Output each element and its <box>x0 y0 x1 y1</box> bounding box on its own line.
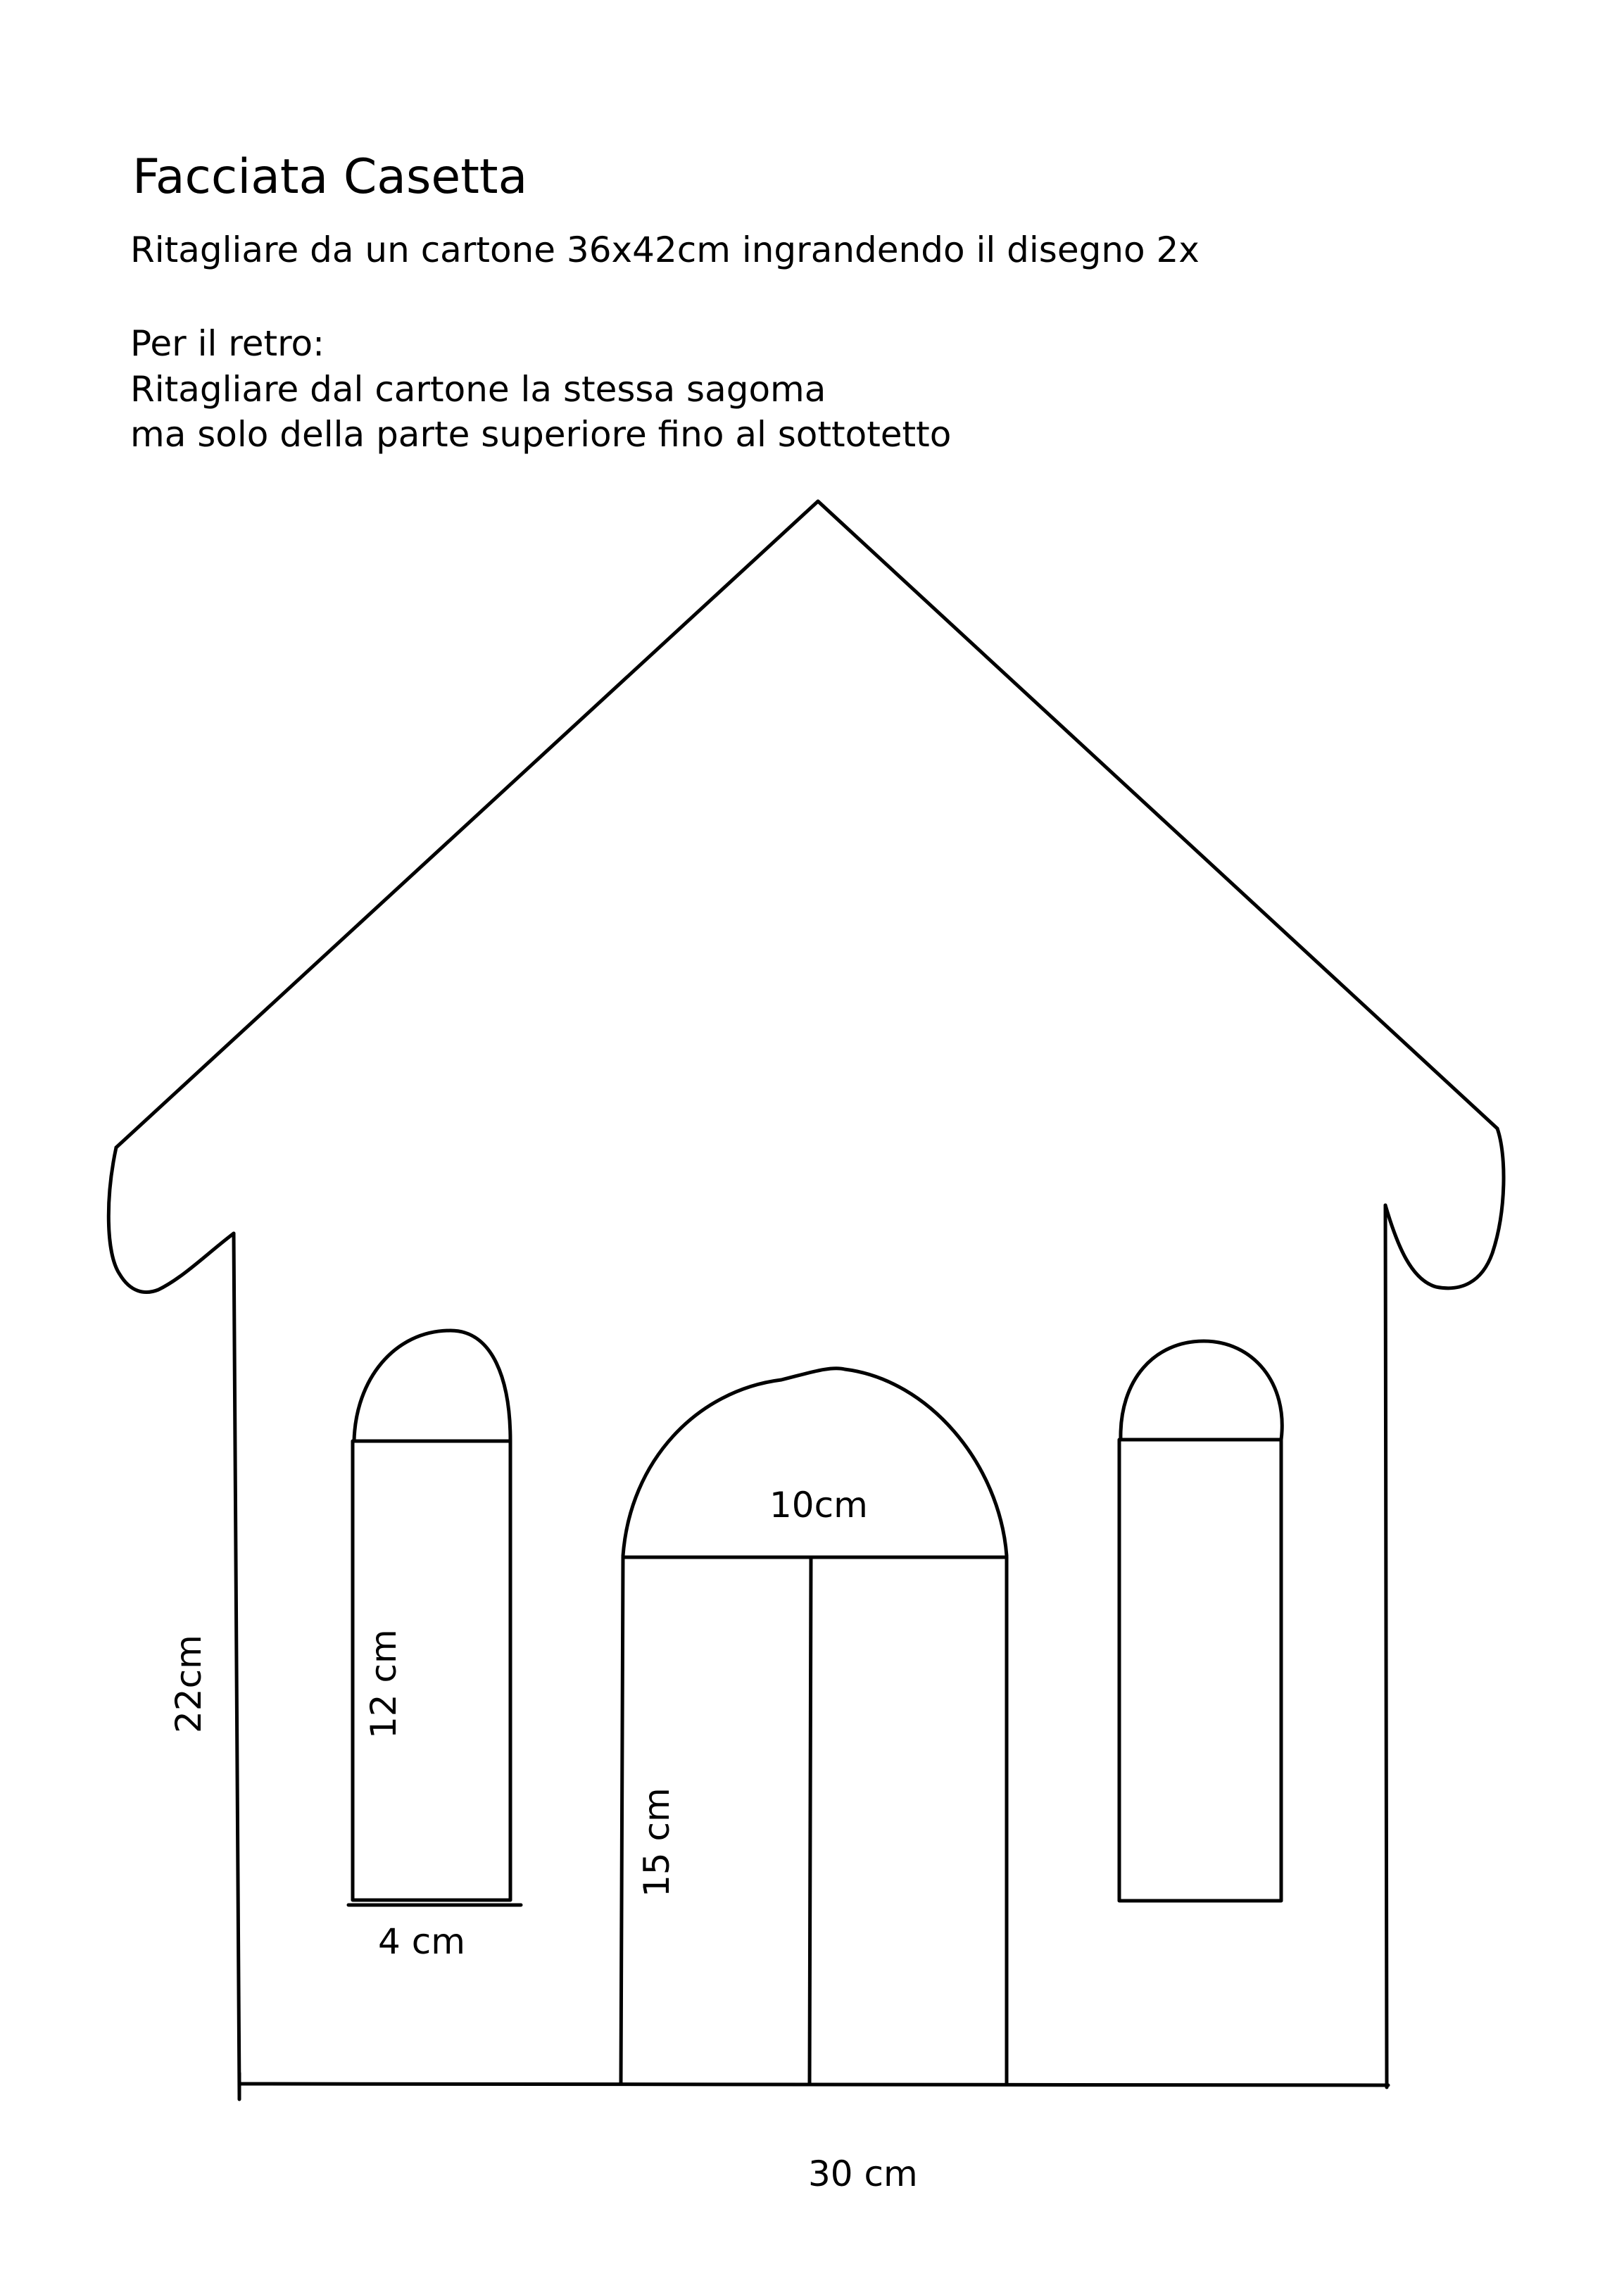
left-window-arch <box>354 1331 510 1441</box>
roof-outline <box>116 501 1497 1148</box>
door-height-label: 15 cm <box>636 1787 677 1897</box>
cutting-instruction: Ritagliare da un cartone 36x42cm ingrandendo il disegno 2x <box>130 230 1200 270</box>
back-instruction-line-1: Ritagliare dal cartone la stessa sagoma <box>130 369 826 410</box>
house-height-label: 22cm <box>168 1635 209 1733</box>
window-width-label: 4 cm <box>378 1921 465 1962</box>
window-height-label: 12 cm <box>363 1629 404 1739</box>
house-width-label: 30 cm <box>808 2153 918 2194</box>
right-wall <box>1385 1205 1387 2087</box>
door-arch <box>623 1369 1007 1556</box>
right-eave-curl <box>1385 1128 1504 1288</box>
left-wall <box>234 1233 239 2094</box>
page-title: Facciata Casetta <box>132 149 528 205</box>
door-center-split <box>810 1557 811 2084</box>
door-left-edge <box>621 1557 623 2082</box>
base-line <box>239 2084 1388 2085</box>
back-heading: Per il retro: <box>130 323 325 364</box>
right-window-arch <box>1121 1341 1282 1440</box>
door-arch-width-label: 10cm <box>769 1485 868 1526</box>
back-instruction-line-2: ma solo della parte superiore fino al sottotetto <box>130 414 952 455</box>
left-eave-curl <box>108 1148 234 1293</box>
right-window-frame <box>1119 1440 1281 1901</box>
